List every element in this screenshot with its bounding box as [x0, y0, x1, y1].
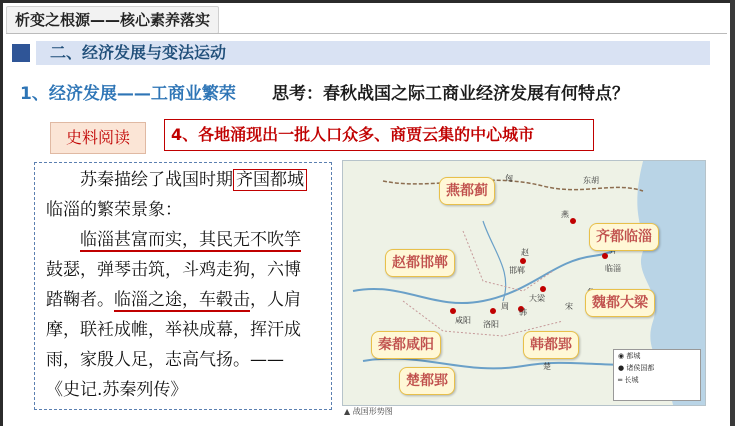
- legend-item: [614, 374, 700, 386]
- window-frame-left: [0, 0, 3, 426]
- legend-state-capital-icon: ●: [618, 364, 625, 372]
- key-point-box: 4、各地涌现出一批人口众多、商贾云集的中心城市: [164, 119, 594, 151]
- passage-text: 踏鞠者。: [46, 290, 114, 310]
- legend-wall-icon: ═: [618, 376, 623, 384]
- passage-line: [46, 285, 328, 315]
- map-caption: ▲ 战国形势图: [344, 407, 393, 416]
- map-label-handan: 邯郸: [509, 266, 525, 275]
- section-title: 二、经济发展与变法运动: [50, 43, 227, 62]
- passage-line: [46, 225, 328, 255]
- city-tag-yan: 燕都蓟: [439, 177, 495, 205]
- warring-states-map: [342, 160, 706, 406]
- map-label-daliang: 大梁: [529, 294, 545, 303]
- passage-source: 《史记.苏秦列传》: [46, 380, 188, 400]
- passage-line: 鼓瑟，弹琴击筑，斗鸡走狗，六博: [46, 260, 301, 280]
- passage-line: 摩，联衽成帷，举袂成幕，挥汗成: [46, 320, 301, 340]
- passage-line: 雨，家殷人足，志高气扬。——: [46, 350, 284, 370]
- passage-text: ，人肩: [250, 290, 301, 310]
- map-label-xiongnu: 匈: [505, 174, 513, 183]
- map-label-chu: 楚: [543, 362, 551, 371]
- legend-label: 诸侯国都: [626, 364, 655, 372]
- underlined-quote: 临淄甚富而实，其民无不吹竽: [80, 230, 301, 250]
- window-frame-top: [0, 0, 735, 3]
- city-tag-qin: 秦都咸阳: [371, 331, 441, 359]
- map-label-linzi: 临淄: [605, 264, 621, 273]
- header-divider: [6, 33, 727, 34]
- city-tag-han: 韩都郢: [523, 331, 579, 359]
- section-bullet-icon: [12, 44, 30, 62]
- legend-item: [614, 350, 700, 362]
- reading-label: 史料阅读: [50, 122, 146, 154]
- passage-line: 临淄的繁荣景象：: [46, 200, 182, 220]
- question-text: 思考：春秋战国之际工商业经济发展有何特点？: [272, 84, 629, 104]
- legend-item: [614, 362, 700, 374]
- historical-passage: [46, 165, 328, 405]
- window-frame-right: [730, 0, 735, 426]
- passage-text: 苏秦描绘了战国时期: [80, 170, 233, 190]
- city-tag-qi: 齐都临淄: [589, 223, 659, 251]
- highlighted-city-box: 齐国都城: [233, 169, 307, 191]
- map-label-xianyang: 咸阳: [455, 316, 471, 325]
- legend-label: 都城: [626, 352, 641, 360]
- map-label-luoyang: 洛阳: [483, 320, 499, 329]
- city-tag-zhao: 赵都邯郸: [385, 249, 455, 277]
- map-label-yan: 燕: [561, 210, 569, 219]
- map-label-zhao: 赵: [521, 248, 529, 257]
- underlined-quote: 临淄之途，车毂击: [114, 290, 250, 310]
- map-label-zhou: 周: [501, 302, 509, 311]
- legend-capital-icon: ◉: [618, 352, 625, 360]
- slide-title-tab: 析变之根源——核心素养落实: [6, 6, 219, 34]
- map-label-han: 韩: [519, 308, 527, 317]
- city-tag-wei: 魏都大梁: [585, 289, 655, 317]
- map-label-donghu: 东胡: [583, 176, 599, 185]
- subsection-title: 1、经济发展——工商业繁荣: [20, 84, 236, 104]
- passage-line: [46, 165, 328, 195]
- map-label-song: 宋: [565, 302, 573, 311]
- map-legend: [613, 349, 701, 401]
- legend-label: 长城: [624, 376, 639, 384]
- city-tag-chu: 楚都郢: [399, 367, 455, 395]
